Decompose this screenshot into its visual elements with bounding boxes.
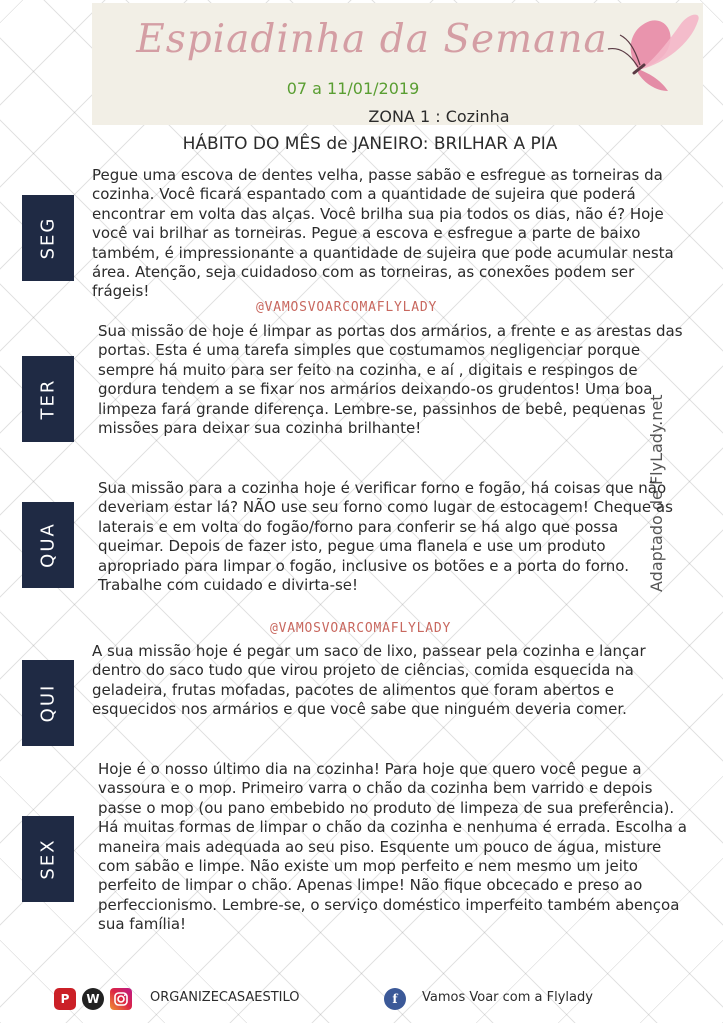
side-credit: Adaptado de FlyLady.net: [647, 394, 666, 592]
pinterest-icon[interactable]: P: [54, 988, 76, 1010]
day-label-seg: SEG: [37, 216, 59, 260]
day-tab-qui: [22, 660, 74, 746]
day-label-qua: QUA: [37, 522, 59, 568]
facebook-icon[interactable]: f: [384, 988, 406, 1010]
day-tab-sex: [22, 816, 74, 902]
instagram-icon[interactable]: [110, 988, 132, 1010]
day-label-qui: QUI: [37, 683, 59, 723]
day-label-sex: SEX: [37, 838, 59, 880]
day-text-ter: Sua missão de hoje é limpar as portas dos armários, a frente e as arestas das portas. Esta é uma tarefa simples que costumamos negligenciar porque sempre há muito para ser feito na cozinha, e aí , digitais e respingos de gordura tendem a se fixar nos armários deixando-os grudentos! Uma boa limpeza fará grande diferença. Lembre-se, passinhos de bebê, pequenas missões para deixar sua cozinha brilhante!: [98, 322, 683, 438]
day-text-qui: A sua missão hoje é pegar um saco de lixo, passear pela cozinha e lançar dentro do saco tudo que virou projeto de ciências, comida esquecida na geladeira, frutas mofadas, pacotes de alimentos que foram abertos e esquecidos nos armários e que você sabe que ninguém deveria comer.: [92, 642, 646, 719]
zone-label: ZONA 1 : Cozinha: [368, 107, 510, 126]
footer-right-text: Vamos Voar com a Flylady: [422, 990, 593, 1005]
day-tab-ter: [22, 356, 74, 442]
day-text-seg: Pegue uma escova de dentes velha, passe sabão e esfregue as torneiras da cozinha. Você ficará espantado com a quantidade de sujeira que poderá encontrar em volta das alças. Você brilha sua pia todos os dias, não é? Hoje você vai brilhar as torneiras. Pegue a escova e esfregue a parte de baixo também, é impressionante a quantidade de sujeira que pode acumular nesta área. Atenção, seja cuidadoso com as torneiras, as conexões podem ser frágeis!: [92, 166, 674, 301]
day-tab-seg: [22, 195, 74, 281]
wordpress-icon[interactable]: W: [82, 988, 104, 1010]
week-dates: 07 a 11/01/2019: [286, 79, 420, 98]
day-text-qua: Sua missão para a cozinha hoje é verificar forno e fogão, há coisas que não deveriam estar lá? NÃO use seu forno como lugar de estocagem! Cheque as laterais e em volta do fogão/forno para conferir se há algo que possa queimar. Depois de fazer isto, pegue uma flanela e use um produto apropriado para limpar o fogão, inclusive os botões e a porta do forno. Trabalhe com cuidado e divirta-se!: [98, 479, 673, 595]
footer: [54, 988, 694, 1016]
footer-left-text: ORGANIZECASAESTILO: [150, 990, 300, 1005]
social-handle-top: @VAMOSVOARCOMAFLYLADY: [256, 300, 438, 315]
day-text-sex: Hoje é o nosso último dia na cozinha! Para hoje que quero você pegue a vassoura e o mop. Primeiro varra o chão da cozinha bem varrido e depois passe o mop (ou pano embebido no produto de limpeza de sua preferência). Há muitas formas de limpar o chão da cozinha e nenhuma é errada. Escolha a maneira mais adequada ao seu piso. Esquente um pouco de água, misture com sabão e limpe. Não existe um mop perfeito e nem mesmo um jeito perfeito de limpar o chão. Apenas limpe! Não fique obcecado e preso ao perfeccionismo. Lembre-se, o serviço doméstico imperfeito também abençoa sua família!: [98, 760, 687, 934]
social-handle-middle: @VAMOSVOARCOMAFLYLADY: [270, 621, 452, 636]
habit-of-month: HÁBITO DO MÊS de JANEIRO: BRILHAR A PIA: [182, 134, 558, 154]
day-label-ter: TER: [37, 378, 59, 420]
header-banner: [92, 3, 703, 125]
day-tab-qua: [22, 502, 74, 588]
page-title: Espiadinha da Semana: [136, 17, 608, 62]
